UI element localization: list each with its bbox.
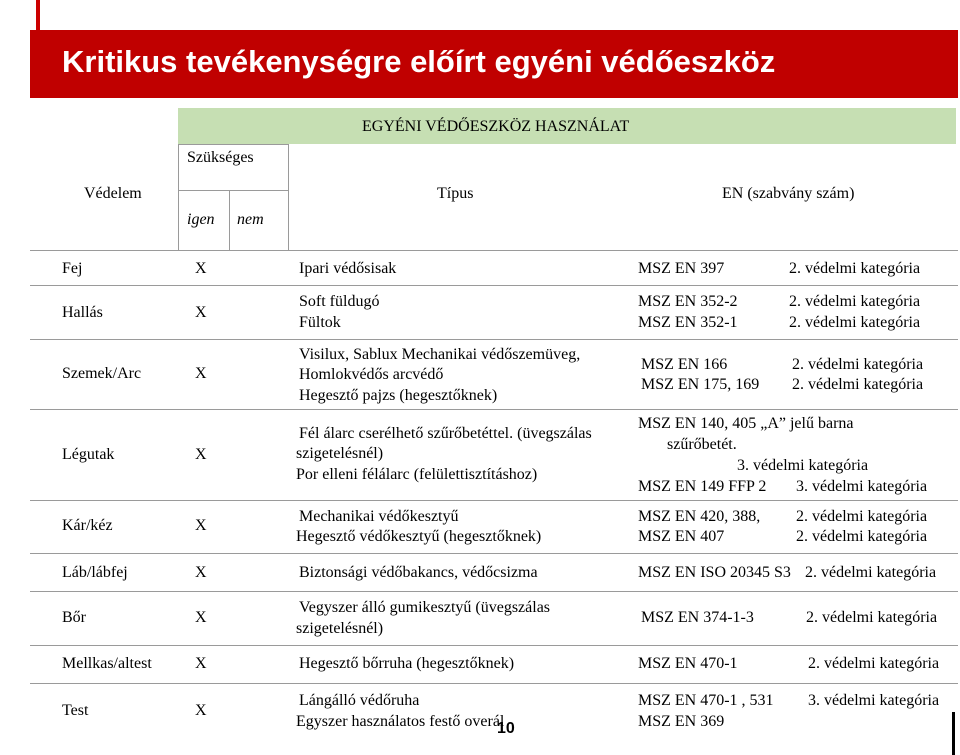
row-fej-category: 2. védelmi kategória	[789, 260, 921, 277]
row-lab-type: Biztonsági védőbakancs, védőcsizma	[299, 564, 538, 581]
header-type: Típus	[437, 185, 474, 202]
row-test-standard-1: MSZ EN 470-1 , 531	[638, 692, 774, 709]
grid-line	[30, 339, 958, 340]
row-szemek-standard-2: MSZ EN 175, 169	[641, 376, 760, 393]
row-bor-category: 2. védelmi kategória	[806, 609, 938, 626]
row-fej-protection: Fej	[62, 260, 83, 277]
header-protection: Védelem	[84, 185, 142, 202]
top-accent-line	[36, 0, 40, 30]
top-margin	[30, 0, 960, 30]
row-hallas-protection: Hallás	[62, 304, 103, 321]
row-lab-standard: MSZ EN ISO 20345 S3	[638, 564, 791, 581]
header-no: nem	[237, 211, 264, 228]
row-lab-mark: X	[195, 564, 207, 581]
row-fej-standard: MSZ EN 397	[638, 260, 725, 277]
row-szemek-type-1: Visilux, Sablux Mechanikai védőszemüveg,	[299, 346, 581, 363]
row-legutak-protection: Légutak	[62, 446, 115, 463]
row-lab-category: 2. védelmi kategória	[805, 564, 937, 581]
grid-line	[30, 250, 958, 251]
grid-line	[229, 190, 230, 250]
row-mellkas-type: Hegesztő bőrruha (hegesztőknek)	[299, 655, 515, 672]
row-bor-type-1: Vegyszer álló gumikesztyű (üvegszálas	[299, 599, 551, 616]
row-mellkas-standard: MSZ EN 470-1	[638, 655, 738, 672]
row-bor-protection: Bőr	[62, 609, 86, 626]
row-legutak-category: 3. védelmi kategória	[796, 478, 928, 495]
row-legutak-type-1: Fél álarc cserélhető szűrőbetéttel. (üvegszálas	[299, 425, 592, 442]
row-fej-type: Ipari védősisak	[299, 260, 397, 277]
row-szemek-type-2: Homlokvédős arcvédő	[299, 366, 444, 383]
header-group: EGYÉNI VÉDŐESZKÖZ HASZNÁLAT	[362, 118, 630, 135]
row-hallas-standard-2: MSZ EN 352-1	[638, 314, 738, 331]
row-legutak-type-3: Por elleni félálarc (felülettisztításhoz)	[296, 466, 538, 483]
header-standard: EN (szabvány szám)	[722, 185, 855, 202]
row-karkez-protection: Kár/kéz	[62, 517, 113, 534]
row-karkez-type-1: Mechanikai védőkesztyű	[299, 508, 459, 525]
row-szemek-type-3: Hegesztő pajzs (hegesztőknek)	[299, 387, 498, 404]
row-karkez-type-2: Hegesztő védőkesztyű (hegesztőknek)	[296, 528, 542, 545]
grid-line	[30, 285, 958, 286]
grid-line	[178, 144, 288, 145]
row-karkez-standard-1: MSZ EN 420, 388,	[638, 508, 761, 525]
row-karkez-standard-2: MSZ EN 407	[638, 528, 725, 545]
grid-line	[30, 409, 958, 410]
row-legutak-type-2: szigetelésnél)	[296, 445, 384, 462]
header-yes: igen	[187, 211, 215, 228]
grid-line	[288, 144, 289, 250]
row-test-type-1: Lángálló védőruha	[299, 692, 420, 709]
row-hallas-category-2: 2. védelmi kategória	[789, 314, 921, 331]
row-hallas-mark: X	[195, 304, 207, 321]
row-test-type-2: Egyszer használatos festő overál	[296, 713, 505, 730]
row-bor-standard: MSZ EN 374-1-3	[641, 609, 754, 626]
row-hallas-type-2: Fültok	[299, 314, 341, 331]
row-bor-mark: X	[195, 609, 207, 626]
row-test-mark: X	[195, 702, 207, 719]
row-szemek-standard-1: MSZ EN 166	[641, 356, 728, 373]
grid-line	[30, 683, 958, 684]
row-hallas-type-1: Soft füldugó	[299, 293, 380, 310]
grid-line	[30, 500, 958, 501]
row-legutak-standard-4: MSZ EN 149 FFP 2	[638, 478, 767, 495]
slide-title: Kritikus tevékenységre előírt egyéni védőeszköz	[62, 44, 776, 79]
row-karkez-category-2: 2. védelmi kategória	[796, 528, 928, 545]
row-test-protection: Test	[62, 702, 89, 719]
row-legutak-standard-2: szűrőbetét.	[667, 436, 737, 453]
row-legutak-standard-3: 3. védelmi kategória	[737, 457, 869, 474]
right-edge-mark	[952, 712, 955, 755]
row-fej-mark: X	[195, 260, 207, 277]
header-needed: Szükséges	[187, 149, 254, 166]
row-szemek-mark: X	[195, 365, 207, 382]
row-mellkas-protection: Mellkas/altest	[62, 655, 152, 672]
row-bor-type-2: szigetelésnél)	[296, 620, 384, 637]
grid-line	[30, 553, 958, 554]
row-karkez-category-1: 2. védelmi kategória	[796, 508, 928, 525]
row-lab-protection: Láb/lábfej	[62, 564, 128, 581]
row-mellkas-category: 2. védelmi kategória	[808, 655, 940, 672]
row-szemek-protection: Szemek/Arc	[62, 365, 142, 382]
row-test-category: 3. védelmi kategória	[808, 692, 940, 709]
grid-line	[178, 190, 288, 191]
row-szemek-category-2: 2. védelmi kategória	[792, 376, 924, 393]
row-szemek-category-1: 2. védelmi kategória	[792, 356, 924, 373]
page-number: 10	[497, 720, 515, 737]
row-hallas-category-1: 2. védelmi kategória	[789, 293, 921, 310]
row-karkez-mark: X	[195, 517, 207, 534]
row-legutak-standard-1: MSZ EN 140, 405 „A” jelű barna	[638, 415, 854, 432]
row-hallas-standard-1: MSZ EN 352-2	[638, 293, 738, 310]
grid-line	[30, 591, 958, 592]
row-legutak-mark: X	[195, 446, 207, 463]
row-test-standard-2: MSZ EN 369	[638, 713, 725, 730]
grid-line	[30, 645, 958, 646]
grid-line	[178, 144, 179, 250]
row-mellkas-mark: X	[195, 655, 207, 672]
